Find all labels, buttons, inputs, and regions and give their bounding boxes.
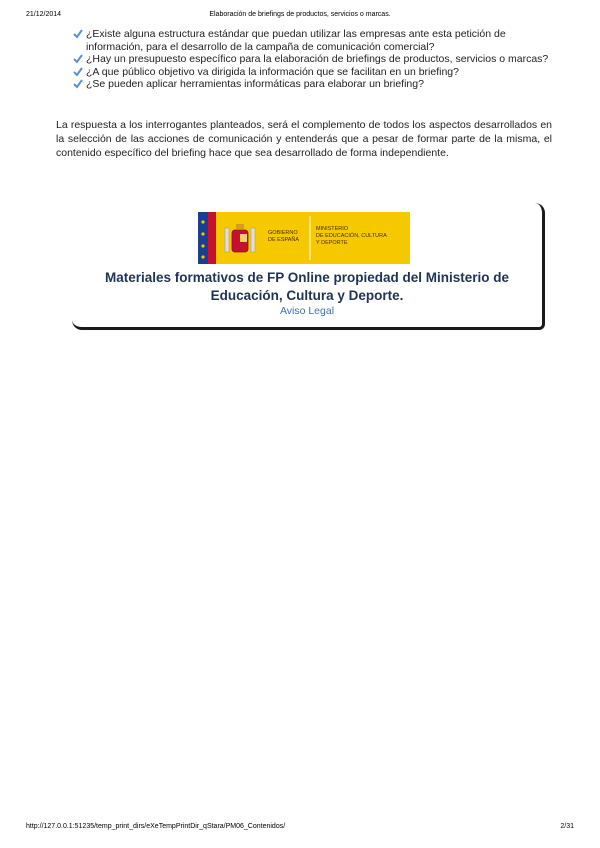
svg-text:Y DEPORTE: Y DEPORTE: [316, 240, 348, 246]
question-text: ¿Existe alguna estructura estándar que puedan utilizar las empresas ante esta petición de información, para el desarrollo de la campaña de comunicación comercial?: [86, 28, 506, 53]
list-item: [72, 28, 552, 53]
questions-list: [72, 28, 552, 91]
body-paragraph: La respuesta a los interrogantes planteados, será el complemento de todos los aspectos desarrollados en la selección de las acciones de comunicación y entenderás que a pesar de formar parte de la misma, el contenido específico del briefing hace que sea desarrollado de forma independiente.: [56, 119, 552, 159]
page-number: 2/31: [560, 823, 574, 830]
svg-text:DE EDUCACIÓN, CULTURA: DE EDUCACIÓN, CULTURA: [316, 233, 387, 239]
print-date: 21/12/2014: [26, 11, 62, 18]
list-item: [72, 53, 552, 66]
check-icon: [72, 66, 84, 78]
question-text: ¿A que público objetivo va dirigida la información que se facilitan en un briefing?: [86, 65, 459, 78]
svg-text:DE ESPAÑA: DE ESPAÑA: [268, 237, 300, 243]
svg-text:MINISTERIO: MINISTERIO: [316, 226, 349, 232]
check-icon: [72, 28, 84, 40]
banner-title: Materiales formativos de FP Online propiedad del Ministerio de Educación, Cultura y Deporte.: [104, 270, 510, 303]
legal-notice-link[interactable]: Aviso Legal: [279, 305, 335, 317]
list-item: [72, 66, 552, 79]
list-item: [72, 78, 552, 91]
question-text: ¿Hay un presupuesto específico para la elaboración de briefings de productos, servicios o marcas?: [86, 53, 549, 65]
check-icon: [72, 78, 84, 90]
question-text: ¿Se pueden aplicar herramientas informáticas para elaborar un briefing?: [86, 78, 424, 90]
svg-text:GOBIERNO: GOBIERNO: [268, 230, 298, 236]
ministry-logo: [198, 212, 410, 264]
check-icon: [72, 53, 84, 65]
page-url: http://127.0.0.1:51235/temp_print_dirs/eXeTempPrintDir_qStara/PM06_Contenidos/: [26, 823, 286, 830]
document-title: Elaboración de briefings de productos, servicios o marcas.: [209, 11, 391, 18]
license-banner: [72, 203, 545, 330]
